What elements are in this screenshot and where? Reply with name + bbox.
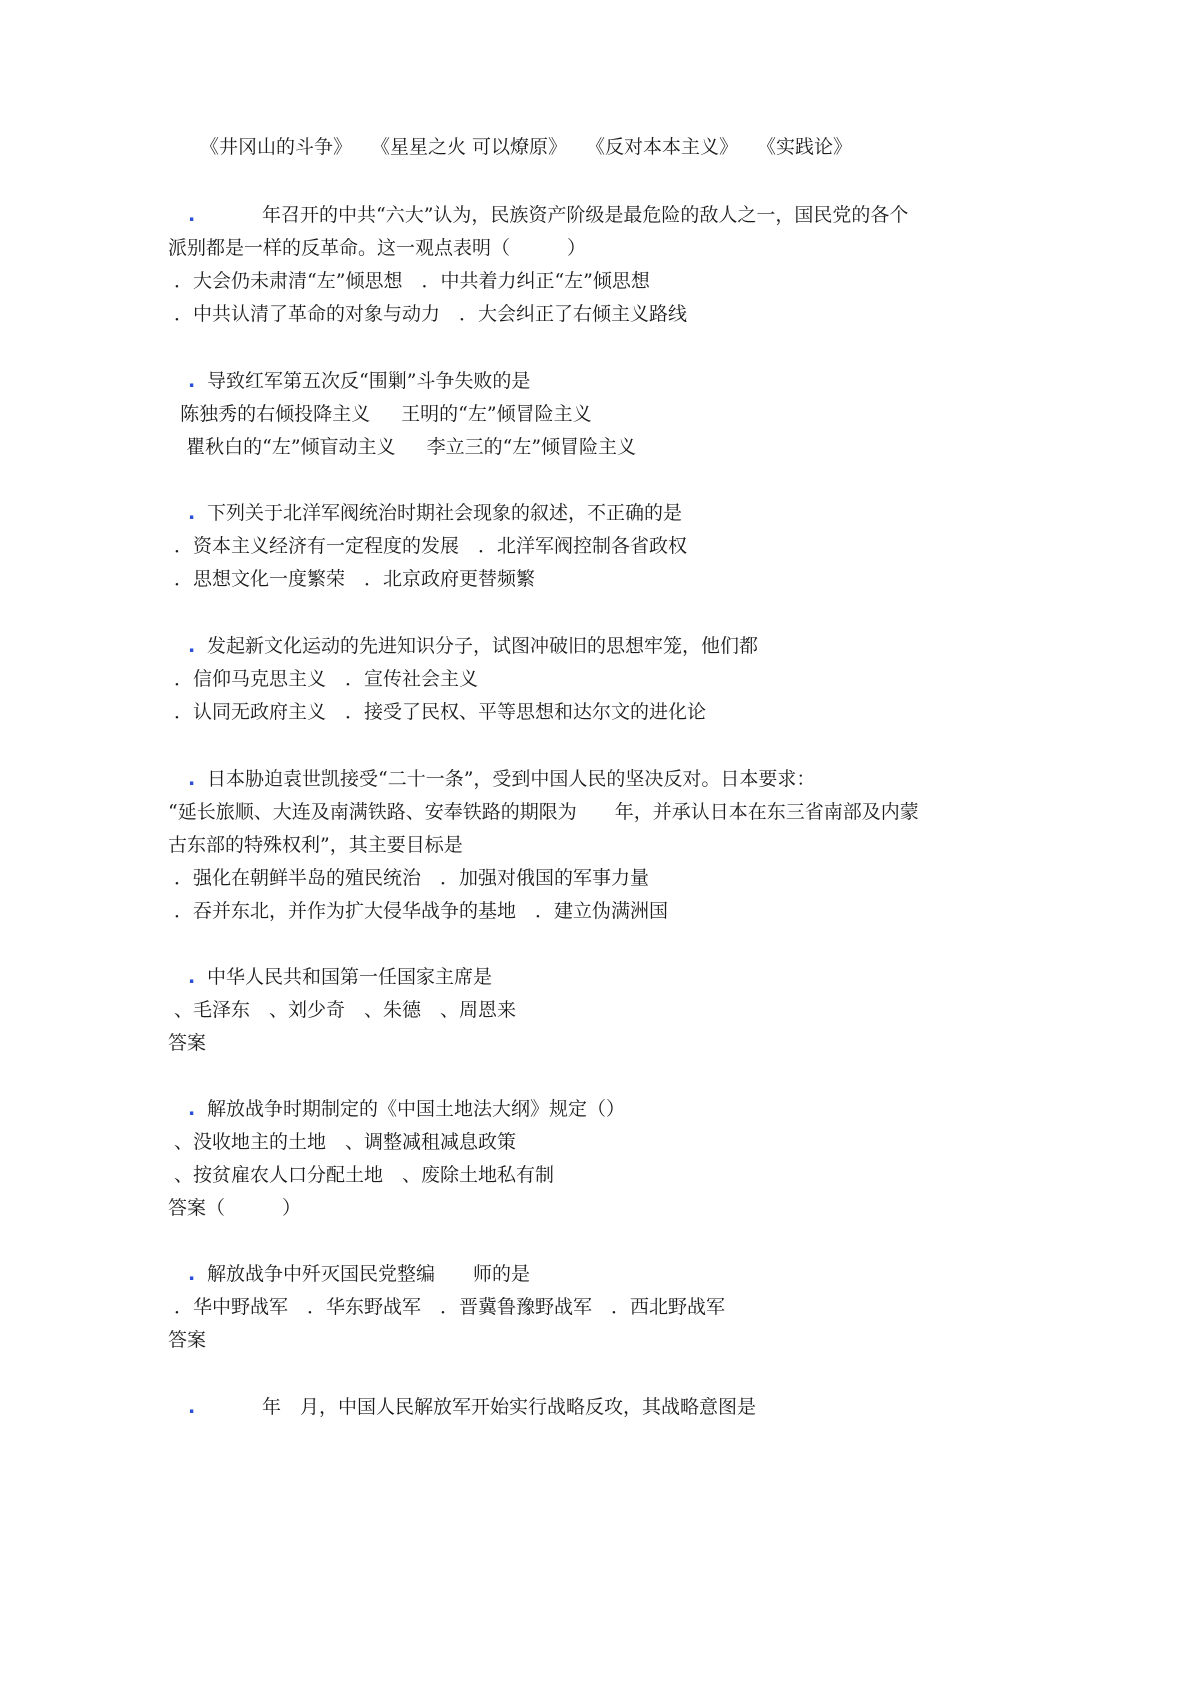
- question-7-options-ab: 、没收地主的土地 、调整减租减息政策: [168, 1131, 517, 1153]
- question-1-number-marker: .: [188, 204, 196, 226]
- question-9-stem: 年 月，中国人民解放军开始实行战略反攻，其战略意图是: [205, 1396, 757, 1418]
- question-6-number-marker: .: [188, 966, 196, 988]
- question-9-number-marker: .: [188, 1396, 196, 1418]
- question-4-stem: 发起新文化运动的先进知识分子，试图冲破旧的思想牢笼，他们都: [207, 635, 759, 657]
- question-6-options: 、毛泽东 、刘少奇 、朱德 、周恩来: [168, 999, 517, 1021]
- question-5-number-marker: .: [188, 768, 196, 790]
- question-2-stem: 导致红军第五次反“围剿”斗争失败的是: [207, 370, 531, 392]
- question-7-answer-label: 答案（ ）: [168, 1197, 302, 1219]
- question-5-options-cd: ．吞并东北，并作为扩大侵华战争的基地 ．建立伪满洲国: [168, 900, 669, 922]
- question-6-stem: 中华人民共和国第一任国家主席是: [207, 966, 493, 988]
- question-8-options: ．华中野战军 ．华东野战军 ．晋冀鲁豫野战军 ．西北野战军: [168, 1296, 726, 1318]
- question-7-number-marker: .: [188, 1098, 196, 1120]
- question-1-stem: 年召开的中共“六大”认为，民族资产阶级是最危险的敌人之一，国民党的各个: [205, 204, 909, 226]
- question-3-options-ab: ．资本主义经济有一定程度的发展 ．北洋军阀控制各省政权: [168, 535, 688, 557]
- question-8-stem: 解放战争中歼灭国民党整编 师的是: [207, 1263, 531, 1285]
- question-5-stem-cont-1: “延长旅顺、大连及南满铁路、安奉铁路的期限为 年，并承认日本在东三省南部及内蒙: [168, 801, 919, 823]
- question-3-number-marker: .: [188, 502, 196, 524]
- question-1-options-ab: ．大会仍未肃清“左”倾思想 ．中共着力纠正“左”倾思想: [168, 270, 650, 292]
- question-5-stem: 日本胁迫袁世凯接受“二十一条”，受到中国人民的坚决反对。日本要求：: [207, 768, 816, 790]
- header-options: 《井冈山的斗争》 《星星之火 可以燎原》 《反对本本主义》 《实践论》: [200, 136, 853, 158]
- question-3-options-cd: ．思想文化一度繁荣 ．北京政府更替频繁: [168, 568, 536, 590]
- question-8-answer-label: 答案: [168, 1329, 207, 1351]
- question-3-stem: 下列关于北洋军阀统治时期社会现象的叙述，不正确的是: [207, 502, 683, 524]
- question-1-stem-cont: 派别都是一样的反革命。这一观点表明（ ）: [168, 237, 587, 259]
- question-2-number-marker: .: [188, 370, 196, 392]
- question-8-number-marker: .: [188, 1263, 196, 1285]
- question-1-options-cd: ．中共认清了革命的对象与动力 ．大会纠正了右倾主义路线: [168, 303, 688, 325]
- question-4-options-cd: ．认同无政府主义 ．接受了民权、平等思想和达尔文的进化论: [168, 701, 707, 723]
- question-4-options-ab: ．信仰马克思主义 ．宣传社会主义: [168, 668, 479, 690]
- question-5-stem-cont-2: 古东部的特殊权利”，其主要目标是: [168, 834, 463, 856]
- question-2-options-ab: 陈独秀的右倾投降主义 王明的“左”倾冒险主义: [168, 403, 592, 425]
- question-4-number-marker: .: [188, 635, 196, 657]
- question-7-stem: 解放战争时期制定的《中国土地法大纲》规定（）: [207, 1098, 626, 1120]
- question-5-options-ab: ．强化在朝鲜半岛的殖民统治 ．加强对俄国的军事力量: [168, 867, 650, 889]
- question-7-options-cd: 、按贫雇农人口分配土地 、废除土地私有制: [168, 1164, 555, 1186]
- question-6-answer-label: 答案: [168, 1032, 207, 1054]
- question-2-options-cd: 瞿秋白的“左”倾盲动主义 李立三的“左”倾冒险主义: [168, 436, 637, 458]
